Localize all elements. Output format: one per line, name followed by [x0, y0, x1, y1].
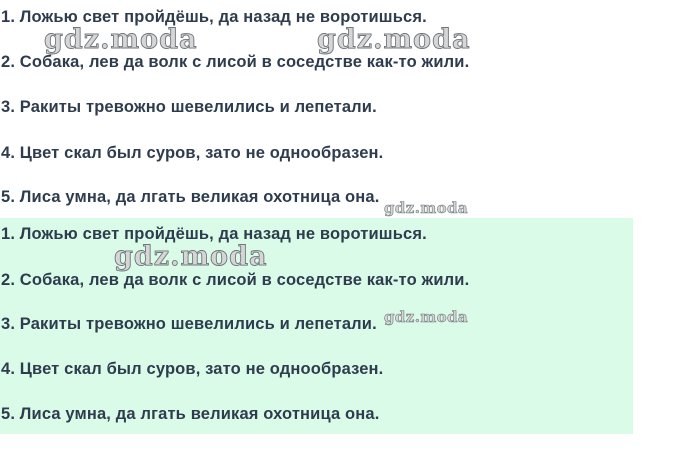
highlighted-answers-section	[0, 218, 633, 434]
sentence-line: 4. Цвет скал был суров, зато не однообразен.	[1, 144, 384, 162]
sentence-line: 4. Цвет скал был суров, зато не однообразен.	[1, 360, 384, 378]
watermark-text: gdz.moda	[384, 308, 469, 326]
sentence-line: 5. Лиса умна, да лгать великая охотница она.	[1, 405, 380, 423]
watermark-text: gdz.moda	[44, 24, 198, 55]
watermark-text: gdz.moda	[384, 199, 469, 217]
sentence-line: 3. Ракиты тревожно шевелились и лепетали.	[1, 98, 377, 116]
sentence-line: 3. Ракиты тревожно шевелились и лепетали.	[1, 315, 377, 333]
sentence-line: 1. Ложью свет пройдёшь, да назад не воротишься.	[1, 225, 427, 243]
sentence-line: 1. Ложью свет пройдёшь, да назад не воротишься.	[1, 8, 427, 26]
sentence-line: 5. Лиса умна, да лгать великая охотница она.	[1, 188, 380, 206]
watermark-text: gdz.moda	[317, 24, 471, 55]
watermark-text: gdz.moda	[114, 241, 268, 272]
sentence-line: 2. Собака, лев да волк с лисой в соседстве как-то жили.	[1, 53, 470, 71]
sentence-line: 2. Собака, лев да волк с лисой в соседстве как-то жили.	[1, 271, 470, 289]
